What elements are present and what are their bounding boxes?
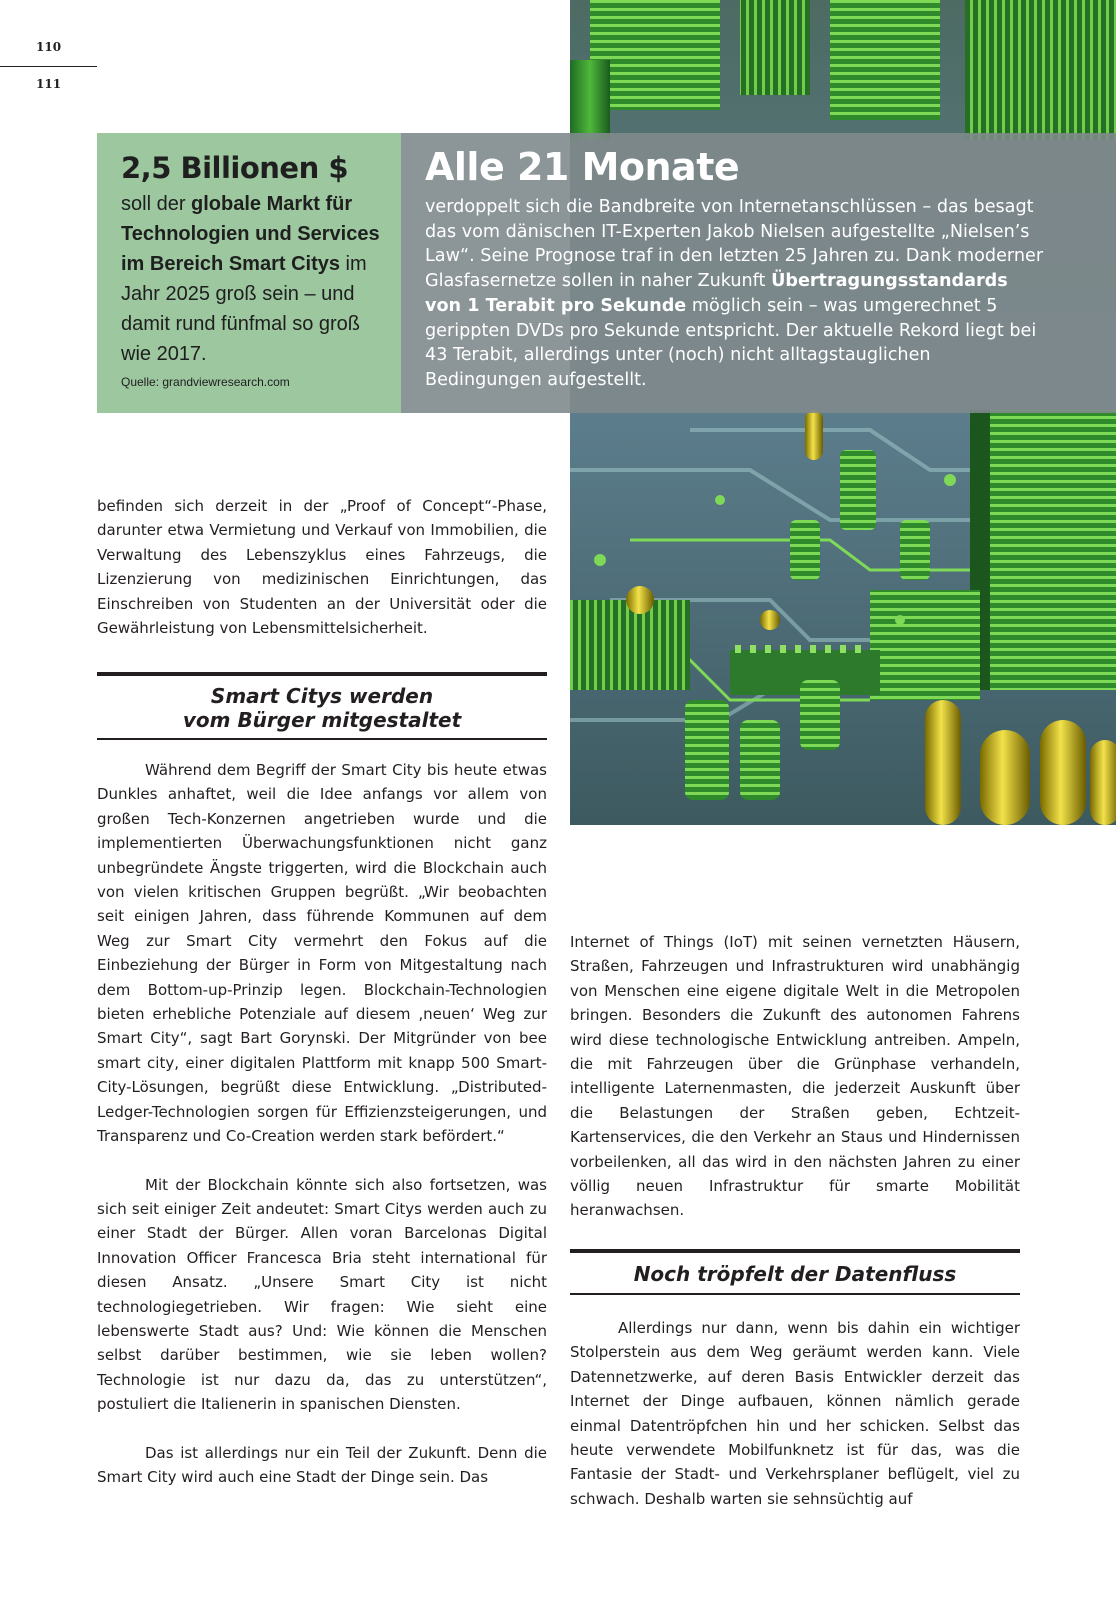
heading-rule-top [570, 1249, 1020, 1253]
stat-text-part: im Jahr 2025 groß sein – und damit rund fünfmal so groß wie 2017. [121, 253, 367, 365]
stat-text-bold: Übertragungsstandards von 1 Terabit pro Sekunde [425, 271, 1008, 316]
paragraph: Mit der Blockchain könnte sich also fortsetzen, was sich seit einiger Zeit andeutet: Smart Citys werden auch zu einer Stadt der Bürger. Allen voran Barcelonas Digital Innovation Officer Francesca Bria steht international für diesen Ansatz. „Unsere Smart City ist nicht technologiegetrieben. Wir fragen: Wie sieht eine lebenswerte Stadt aus? Und: Wie können die Menschen selbst darüber bestimmen, wie sie leben wollen? Technologie ist nur dazu da, das zu unterstützen“, postuliert die Italienerin in spanischen Diensten. [97, 1175, 547, 1414]
stat-box-bandwidth [401, 133, 1116, 413]
paragraph: Internet of Things (IoT) mit seinen vernetzten Häusern, Straßen, Fahrzeugen und Infrastrukturen wird unabhängig von Menschen eine eigene digitale Welt in die Metropolen bringen. Besonders die Zukunft des autonomen Fahrens wird diese technologische Entwicklung antreiben. Ampeln, die mit Fahrzeugen über die Grünphase verhandeln, intelligente Laternenmasten, die jederzeit Auskunft über die Belastungen der Straßen geben, Echtzeit-Kartenservices, die den Verkehr an Staus und Hindernissen vorbeilenken, all das wird in den nächsten Jahren zu einer völlig neuen Infrastruktur für smarte Mobilität heranwachsen. [570, 933, 1020, 1220]
stat-box-bandwidth-text [425, 195, 1045, 393]
left-column-body [97, 758, 547, 1489]
stat-text-part: möglich sein – was umgerechnet 5 gerippten DVDs pro Sekunde entspricht. Der aktuelle Rekord liegt bei 43 Terabit, allerdings unter (noch) nicht alltagstauglichen Bedingungen aufgestellt. [425, 295, 1037, 390]
paragraph: Das ist allerdings nur ein Teil der Zukunft. Denn die Smart City wird auch eine Stadt der Dinge sein. Das [97, 1443, 547, 1486]
heading-rule-bottom [570, 1293, 1020, 1295]
right-column-body [570, 930, 1020, 1223]
stat-box-market-size-title: 2,5 Billionen $ [121, 151, 348, 185]
left-column-intro [97, 494, 547, 640]
stat-text-part: soll der [121, 193, 192, 215]
stat-box-market-size-text [121, 189, 393, 369]
heading-rule-top [97, 672, 547, 676]
paragraph: Während dem Begriff der Smart City bis heute etwas Dunkles anhaftet, weil die Idee anfangs vor allem von großen Tech-Konzernen angetrieben wurde und die implementierten Überwachungsfunktionen nicht ganz unbegründete Ängste triggerten, wird die Blockchain auch von vielen kritischen Gruppen begrüßt. „Wir beobachten seit einigen Jahren, dass führende Kommunen auf dem Weg zur Smart City vermehrt den Fokus auf die Einbeziehung der Bürger in Form von Mitgestaltung nach dem Bottom-up-Prinzip legen. Blockchain-Technologien bieten erhebliche Potenziale auf diesem ‚neuen‘ Weg zur Smart City“, sagt Bart Gorynski. Der Mitgründer von bee smart city, einer digitalen Plattform mit knapp 500 Smart-City-Lösungen, begrüßt diese Entwicklung. „Distributed-Ledger-Technologien sorgen für Effizienzsteigerungen, und Transparenz und Co-Creation werden stark befördert.“ [97, 761, 547, 1146]
stat-box-bandwidth-title: Alle 21 Monate [425, 145, 740, 189]
stat-box-source: Quelle: grandviewresearch.com [121, 375, 290, 389]
stat-box-market-size [97, 133, 401, 413]
paragraph: befinden sich derzeit in der „Proof of Concept“-Phase, darunter etwa Vermietung und Verkauf von Immobilien, die Verwaltung des Lebenszyklus eines Fahrzeugs, die Lizenzierung von medizinischen Einrichtungen, das Einschreiben von Studenten an der Universität oder die Gewährleistung von Lebensmittelsicherheit. [97, 497, 547, 638]
subheading-datenfluss: Noch tröpfelt der Datenfluss [633, 1262, 957, 1286]
page-number-left: 110 [36, 40, 62, 54]
subheading-line: Smart Citys werden [210, 684, 434, 708]
heading-rule-bottom [97, 738, 547, 740]
subheading-line: vom Bürger mitgestaltet [182, 708, 462, 732]
paragraph: Allerdings nur dann, wenn bis dahin ein wichtiger Stolperstein aus dem Weg geräumt werden kann. Viele Datennetzwerke, auf deren Basis Entwickler derzeit das Internet der Dinge aufbauen, können nämlich gerade einmal Datentröpfchen hin und her schicken. Selbst das heute verwendete Mobilfunknetz ist für das, was die Fantasie der Stadt- und Verkehrsplaner beflügelt, viel zu schwach. Deshalb warten sie sehnsüchtig auf [570, 1319, 1020, 1508]
page-number-right: 111 [36, 77, 62, 91]
page-number-divider [0, 66, 97, 67]
subheading-smart-citys [97, 684, 547, 732]
stat-text-part: verdoppelt sich die Bandbreite von Internetanschlüssen – das besagt das vom dänischen IT-Experten Jakob Nielsen aufgestellte „Nielsen’s Law“. Seine Prognose traf in den letzten 25 Jahren zu. Dank moderner Glasfasernetze sollen in naher Zukunft [425, 197, 1044, 292]
right-column-body-2 [570, 1316, 1020, 1511]
stat-text-bold: globale Markt für Technologien und Services im Bereich Smart Citys [121, 193, 380, 275]
